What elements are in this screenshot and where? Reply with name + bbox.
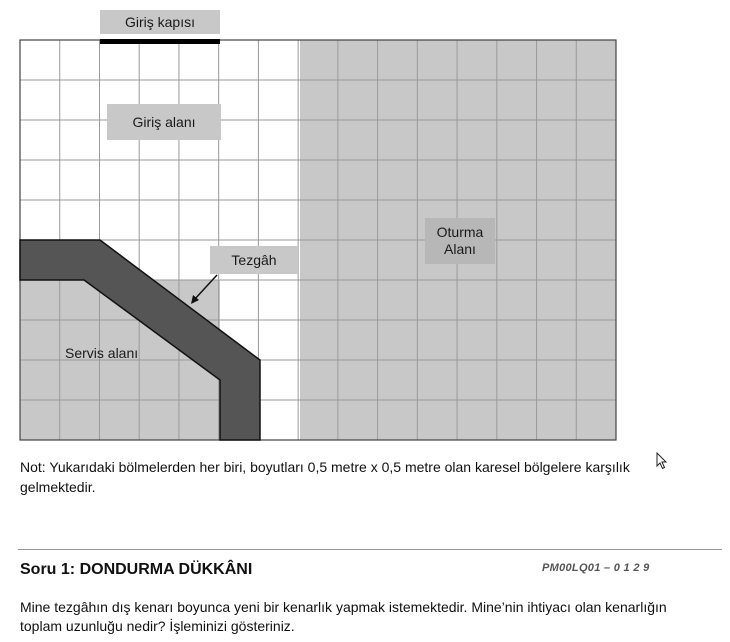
entrance-door-label: Giriş kapısı <box>100 10 220 34</box>
counter-label: Tezgâh <box>210 246 298 274</box>
entrance-area-label: Giriş alanı <box>107 104 221 140</box>
section-divider <box>18 549 722 550</box>
grid-scale-note: Not: Yukarıdaki bölmelerden her biri, boyutları 0,5 metre x 0,5 metre olan karesel bölgelere karşılık gelmektedir. <box>20 459 630 495</box>
mouse-cursor-icon <box>656 452 668 470</box>
question-title: Soru 1: DONDURMA DÜKKÂNI <box>20 561 253 578</box>
question-code: PM00LQ01 – 0 1 2 9 <box>542 562 650 574</box>
service-area-label: Servis alanı <box>65 345 139 361</box>
seating-area-label-line2: Alanı <box>444 241 476 257</box>
question-text: Mine tezgâhın dış kenarı boyunca yeni bir kenarlık yapmak istemektedir. Mine’nin ihtiyacı olan kenarlığın toplam uzunluğu nedir? İşleminizi gösteriniz. <box>20 599 667 634</box>
entrance-door <box>100 39 220 44</box>
seating-area-label-line1: Oturma <box>436 224 484 240</box>
seating-area-label <box>425 218 495 264</box>
